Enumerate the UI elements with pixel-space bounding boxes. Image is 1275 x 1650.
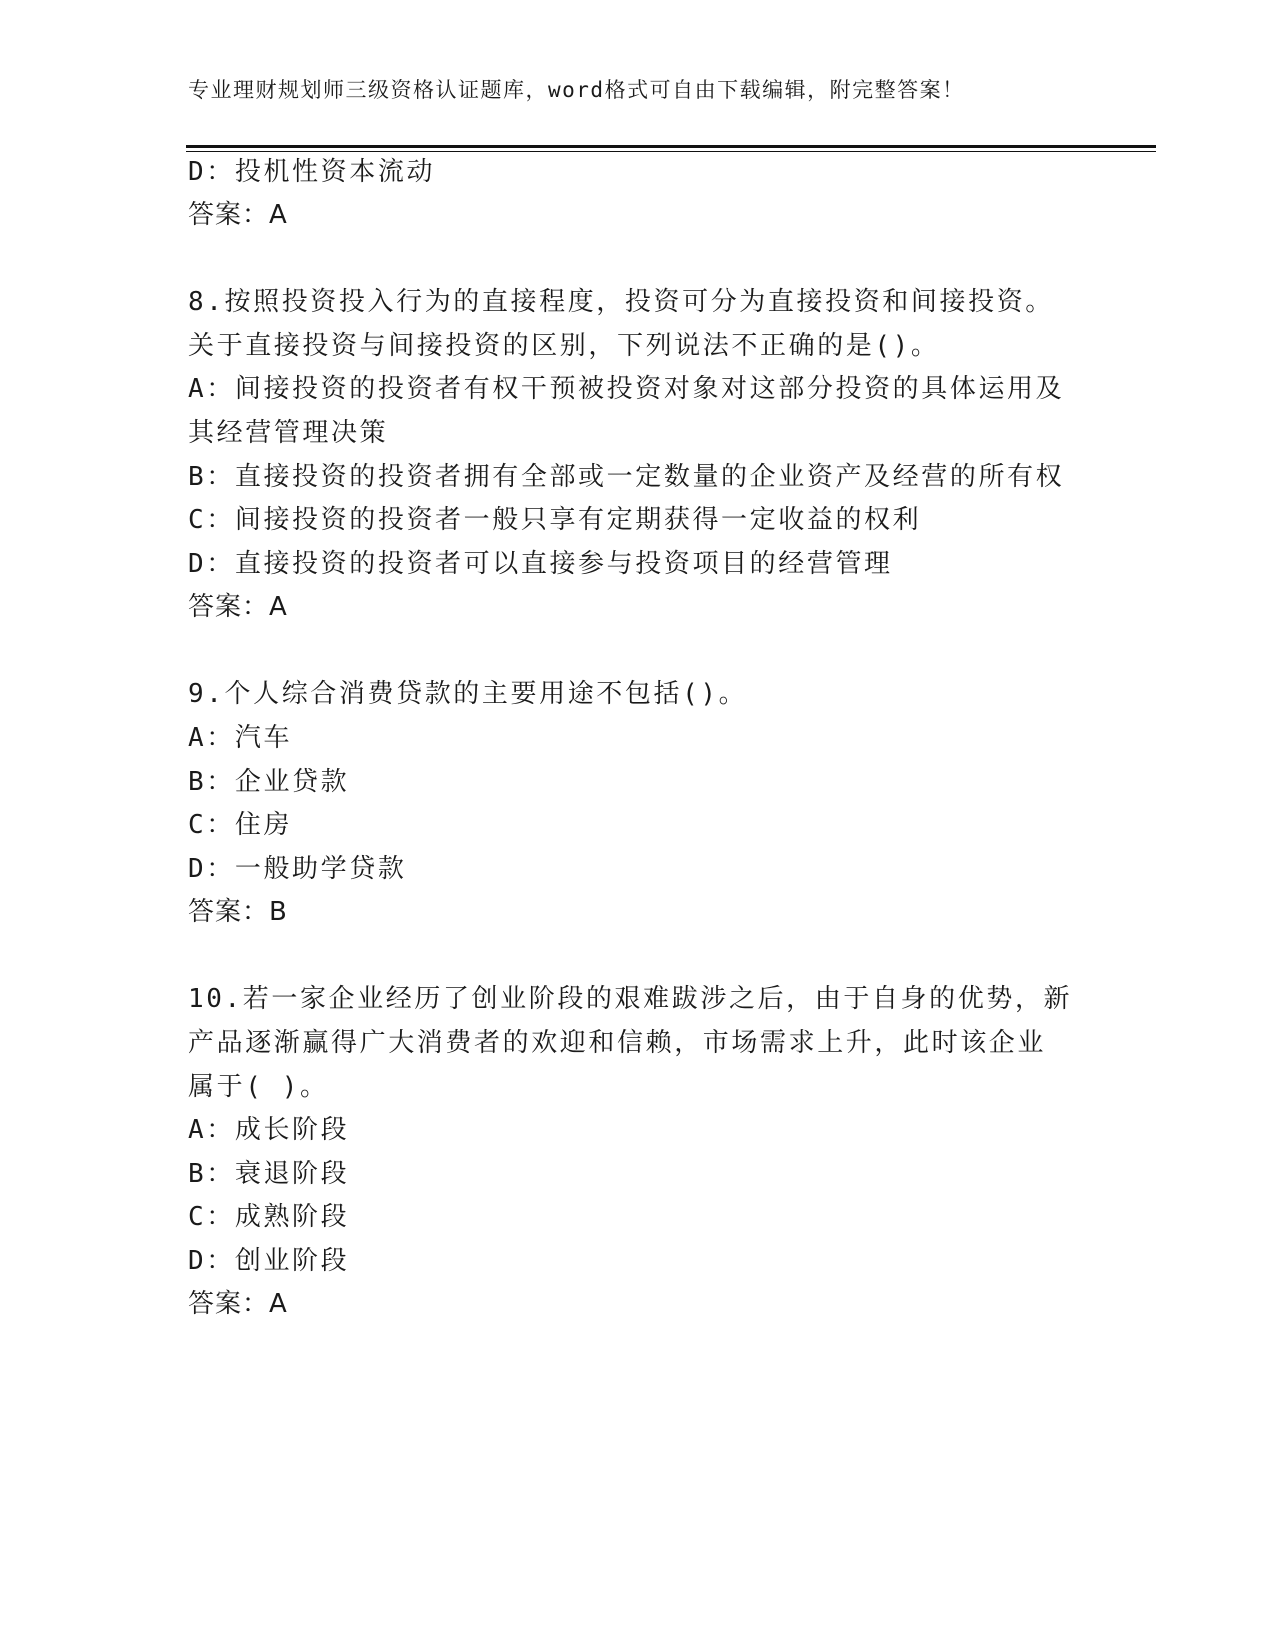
q8-option-a: A：间接投资的投资者有权干预被投资对象对这部分投资的具体运用及 (188, 374, 1065, 404)
header-divider (186, 145, 1156, 148)
q10-option-a: A：成长阶段 (188, 1115, 350, 1145)
prev-question-option-d: D：投机性资本流动 (188, 157, 436, 187)
q8-stem-line-1: 8.按照投资投入行为的直接程度，投资可分为直接投资和间接投资。 (188, 287, 1054, 317)
q9-option-c: C：住房 (188, 810, 293, 840)
q10-option-d: D：创业阶段 (188, 1246, 350, 1276)
q10-stem-line-3: 属于( )。 (188, 1072, 329, 1102)
page-header: 专业理财规划师三级资格认证题库，word格式可自由下载编辑，附完整答案！ (188, 78, 965, 102)
prev-question-answer: 答案：A (188, 200, 288, 230)
q10-option-b: B：衰退阶段 (188, 1159, 350, 1189)
q10-stem-line-1: 10.若一家企业经历了创业阶段的艰难跋涉之后，由于自身的优势，新 (188, 984, 1073, 1014)
q8-option-b: B：直接投资的投资者拥有全部或一定数量的企业资产及经营的所有权 (188, 462, 1065, 492)
q8-stem-line-2: 关于直接投资与间接投资的区别，下列说法不正确的是()。 (188, 331, 940, 361)
q9-option-a: A：汽车 (188, 723, 293, 753)
q9-option-d: D：一般助学贷款 (188, 854, 407, 884)
q8-option-a-continued: 其经营管理决策 (188, 418, 389, 448)
q10-answer: 答案：A (188, 1289, 288, 1319)
q8-answer: 答案：A (188, 592, 288, 622)
q9-option-b: B：企业贷款 (188, 767, 350, 797)
q10-stem-line-2: 产品逐渐赢得广大消费者的欢迎和信赖，市场需求上升，此时该企业 (188, 1028, 1047, 1058)
q8-option-d: D：直接投资的投资者可以直接参与投资项目的经营管理 (188, 549, 893, 579)
q9-stem-line-1: 9.个人综合消费贷款的主要用途不包括()。 (188, 679, 748, 709)
q8-option-c: C：间接投资的投资者一般只享有定期获得一定收益的权利 (188, 505, 922, 535)
q10-option-c: C：成熟阶段 (188, 1202, 350, 1232)
q9-answer: 答案：B (188, 897, 288, 927)
